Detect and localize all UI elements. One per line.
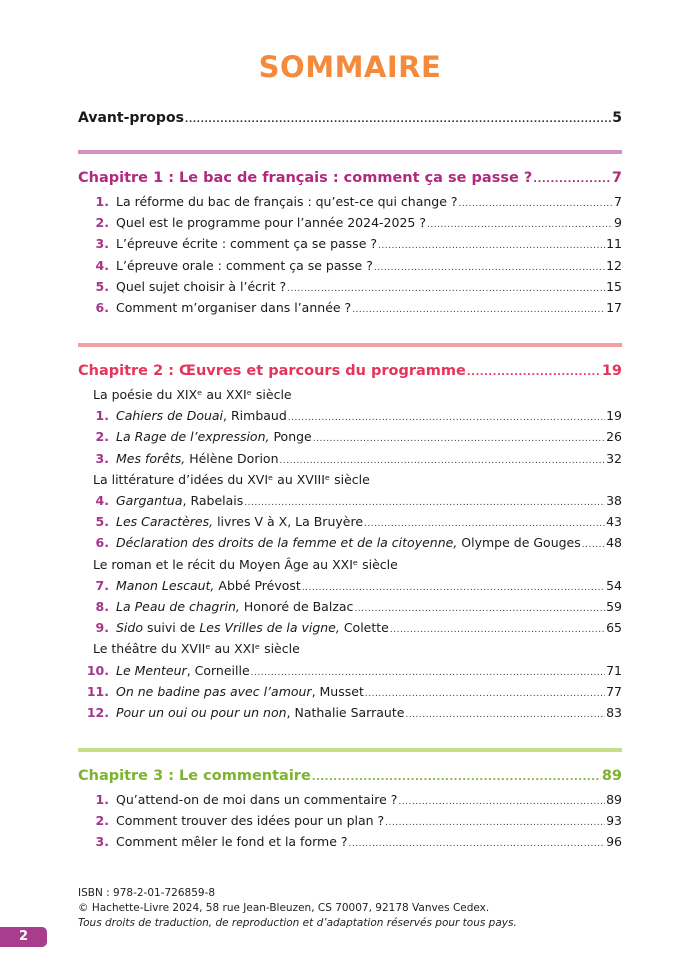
chapter-divider — [78, 150, 622, 154]
entry-number: 2. — [95, 429, 109, 445]
entry-number: 2. — [95, 813, 109, 829]
dot-leader — [185, 110, 611, 130]
entry-text — [116, 192, 458, 212]
chapter-divider — [78, 343, 622, 347]
entry-label: Qu’attend-on de moi dans un commentaire ? — [116, 792, 398, 807]
dot-leader — [582, 535, 605, 555]
entry-label: , Musset — [311, 683, 364, 699]
entry-page: 12 — [606, 257, 622, 273]
entry-label: Colette — [339, 620, 389, 636]
section-heading: Le roman et le récit du Moyen Âge au XXIᵉ siècle — [93, 556, 398, 572]
entry-page: 54 — [606, 577, 622, 593]
entry-number: 9. — [95, 620, 109, 636]
entry-label: , Nathalie Sarraute — [286, 705, 405, 720]
toc-entry[interactable] — [78, 533, 622, 553]
toc-entry[interactable] — [78, 790, 622, 810]
isbn: ISBN : 978-2-01-726859-8 — [78, 887, 216, 899]
chapter-heading-2[interactable] — [78, 360, 622, 382]
dot-leader — [467, 362, 601, 384]
dot-leader — [459, 194, 614, 214]
work-title: La Rage de l’expression, — [116, 429, 270, 445]
entry-text — [116, 406, 287, 426]
dot-leader — [352, 300, 605, 320]
entry-label: , Corneille — [186, 662, 250, 678]
entry-text — [116, 512, 363, 532]
entry-number: 4. — [95, 257, 109, 273]
work-title: Cahiers de Douai — [116, 408, 224, 424]
entry-label: , Rabelais — [182, 493, 244, 508]
dot-leader — [378, 236, 605, 256]
dot-leader — [398, 792, 605, 812]
toc-entry[interactable] — [78, 512, 622, 532]
dot-leader — [405, 705, 605, 725]
toc-entry[interactable] — [78, 576, 622, 596]
chapter-title: Chapitre 1 : Le bac de français : comment ça se passe ? — [78, 170, 533, 186]
entry-label: Comment trouver des idées pour un plan ? — [116, 813, 385, 829]
dot-leader — [533, 169, 611, 191]
entry-text — [116, 661, 250, 681]
entry-page: 15 — [606, 278, 622, 294]
entry-page: 11 — [606, 236, 622, 252]
entry-number: 3. — [95, 834, 109, 850]
entry-number: 6. — [95, 535, 109, 551]
work-title: Gargantua — [116, 493, 183, 508]
entry-label: L’épreuve écrite : comment ça se passe ? — [116, 236, 377, 252]
entry-text — [116, 234, 377, 254]
toc-entry[interactable] — [78, 661, 622, 681]
chapter-page: 19 — [601, 363, 622, 379]
work-title: La Peau de chagrin, — [116, 599, 240, 614]
entry-page: 48 — [606, 535, 622, 551]
toc-entry[interactable] — [78, 597, 622, 617]
work-title: Mes forêts, — [116, 450, 186, 466]
entry-page: 32 — [606, 450, 622, 466]
entry-page: 26 — [606, 429, 622, 445]
entry-text — [116, 533, 581, 553]
entry-page: 83 — [606, 705, 622, 720]
page-number-badge: 2 — [0, 927, 47, 947]
entry-number: 11. — [86, 683, 109, 699]
entry-page: 43 — [606, 514, 622, 530]
dot-leader — [251, 663, 605, 683]
toc-entry[interactable] — [78, 703, 622, 723]
entry-text — [116, 298, 351, 318]
dot-leader — [244, 493, 605, 513]
toc-entry[interactable] — [78, 277, 622, 297]
chapter-page: 7 — [611, 170, 622, 186]
entry-page: 96 — [606, 834, 622, 850]
dot-leader — [365, 684, 605, 704]
toc-entry[interactable] — [78, 811, 622, 831]
entry-number: 1. — [95, 408, 109, 424]
entry-text — [116, 491, 243, 511]
chapter-title: Chapitre 2 : Œuvres et parcours du programme — [78, 363, 466, 379]
section-heading: Le théâtre du XVIIᵉ au XXIᵉ siècle — [93, 641, 300, 657]
entry-text — [116, 832, 348, 852]
section-heading: La littérature d’idées du XVIᵉ au XVIIIᵉ siècle — [93, 471, 370, 487]
toc-entry[interactable] — [78, 491, 622, 511]
toc-entry[interactable] — [78, 192, 622, 212]
entry-page: 19 — [606, 408, 622, 424]
entry-text — [116, 597, 353, 617]
toc-entry[interactable] — [78, 256, 622, 276]
rights-notice: Tous droits de traduction, de reproduction et d’adaptation réservés pour tous pays. — [78, 917, 517, 929]
entry-text — [116, 256, 373, 276]
dot-leader — [374, 258, 605, 278]
entry-text — [116, 576, 301, 596]
entry-page: 38 — [606, 493, 622, 508]
entry-number: 5. — [95, 514, 109, 530]
toc-entry[interactable] — [78, 449, 622, 469]
chapter-heading-1[interactable] — [78, 167, 622, 189]
dot-leader — [302, 578, 605, 598]
entry-page: 65 — [606, 620, 622, 636]
dot-leader — [354, 599, 605, 619]
entry-label: suivi de — [143, 620, 200, 636]
dot-leader — [280, 451, 606, 471]
entry-label: Abbé Prévost — [214, 577, 301, 593]
page-title: SOMMAIRE — [258, 50, 442, 84]
entry-number: 2. — [95, 215, 109, 231]
entry-text — [116, 427, 312, 447]
entry-page: 5 — [612, 110, 622, 126]
entry-label: livres V à X, La Bruyère — [213, 514, 364, 530]
dot-leader — [313, 429, 605, 449]
work-title: Le Menteur — [116, 662, 187, 678]
entry-label: Quel sujet choisir à l’écrit ? — [116, 278, 287, 294]
entry-label: L’épreuve orale : comment ça se passe ? — [116, 257, 373, 273]
work-title: Manon Lescaut, — [116, 577, 215, 593]
dot-leader — [288, 408, 605, 428]
entry-text — [116, 213, 426, 233]
entry-page: 89 — [606, 792, 622, 807]
entry-label: Ponge — [269, 429, 312, 445]
dot-leader — [390, 620, 605, 640]
work-title: Sido — [116, 620, 143, 636]
toc-entry[interactable] — [78, 682, 622, 702]
entry-label: Comment mêler le fond et la forme ? — [116, 834, 348, 850]
dot-leader — [364, 514, 605, 534]
copyright: © Hachette-Livre 2024, 58 rue Jean-Bleuzen, CS 70007, 92178 Vanves Cedex. — [78, 902, 490, 914]
entry-text — [116, 449, 279, 469]
entry-text — [116, 703, 404, 723]
entry-label: Hélène Dorion — [185, 450, 279, 466]
toc-entry[interactable] — [78, 618, 622, 638]
entry-page: 77 — [606, 683, 622, 699]
entry-label: Quel est le programme pour l’année 2024-2025 ? — [116, 215, 426, 231]
entry-number: 8. — [95, 599, 109, 614]
entry-number: 4. — [95, 493, 109, 508]
entry-text — [116, 790, 397, 810]
chapter-title: Chapitre 3 : Le commentaire — [78, 768, 311, 784]
toc-entry[interactable] — [78, 298, 622, 318]
entry-page: 93 — [606, 813, 622, 829]
dot-leader — [427, 215, 613, 235]
entry-number: 10. — [86, 662, 109, 678]
work-title: On ne badine pas avec l’amour — [116, 683, 312, 699]
toc-entry[interactable] — [78, 406, 622, 426]
chapter-heading-3[interactable] — [78, 765, 622, 787]
entry-number: 12. — [86, 705, 109, 720]
dot-leader — [312, 767, 601, 789]
entry-number: 1. — [95, 792, 109, 807]
entry-text — [116, 618, 389, 638]
chapter-divider — [78, 748, 622, 752]
entry-text — [116, 811, 384, 831]
work-title: Déclaration des droits de la femme et de la citoyenne, — [116, 535, 458, 551]
footer — [78, 886, 517, 931]
entry-page: 7 — [614, 194, 622, 209]
dot-leader — [349, 834, 606, 854]
entry-label: La réforme du bac de français : qu’est-ce qui change ? — [116, 194, 458, 209]
dot-leader — [385, 813, 605, 833]
entry-number: 3. — [95, 236, 109, 252]
toc-entry[interactable] — [78, 213, 622, 233]
entry-number: 1. — [95, 194, 109, 209]
entry-page: 9 — [614, 215, 622, 231]
entry-label: , Rimbaud — [223, 408, 287, 424]
work-title: Les Caractères, — [116, 514, 214, 530]
entry-number: 6. — [95, 300, 109, 315]
chapter-page: 89 — [601, 768, 622, 784]
entry-number: 5. — [95, 278, 109, 294]
toc-entry-avant-propos[interactable] — [78, 108, 622, 128]
entry-label: Olympe de Gouges — [457, 535, 581, 551]
toc-entry[interactable] — [78, 832, 622, 852]
entry-number: 3. — [95, 450, 109, 466]
entry-page: 17 — [606, 300, 622, 315]
entry-page: 71 — [606, 662, 622, 678]
work-title: Les Vrilles de la vigne, — [199, 620, 340, 636]
entry-page: 59 — [606, 599, 622, 614]
section-heading: La poésie du XIXᵉ au XXIᵉ siècle — [93, 387, 292, 402]
entry-label: Avant-propos — [78, 110, 184, 126]
entry-text — [116, 682, 364, 702]
entry-label: Honoré de Balzac — [239, 599, 354, 614]
work-title: Pour un oui ou pour un non — [116, 705, 287, 720]
toc-entry[interactable] — [78, 234, 622, 254]
entry-text — [116, 277, 286, 297]
dot-leader — [287, 279, 605, 299]
entry-number: 7. — [95, 577, 109, 593]
entry-label: Comment m’organiser dans l’année ? — [116, 300, 352, 315]
toc-entry[interactable] — [78, 427, 622, 447]
